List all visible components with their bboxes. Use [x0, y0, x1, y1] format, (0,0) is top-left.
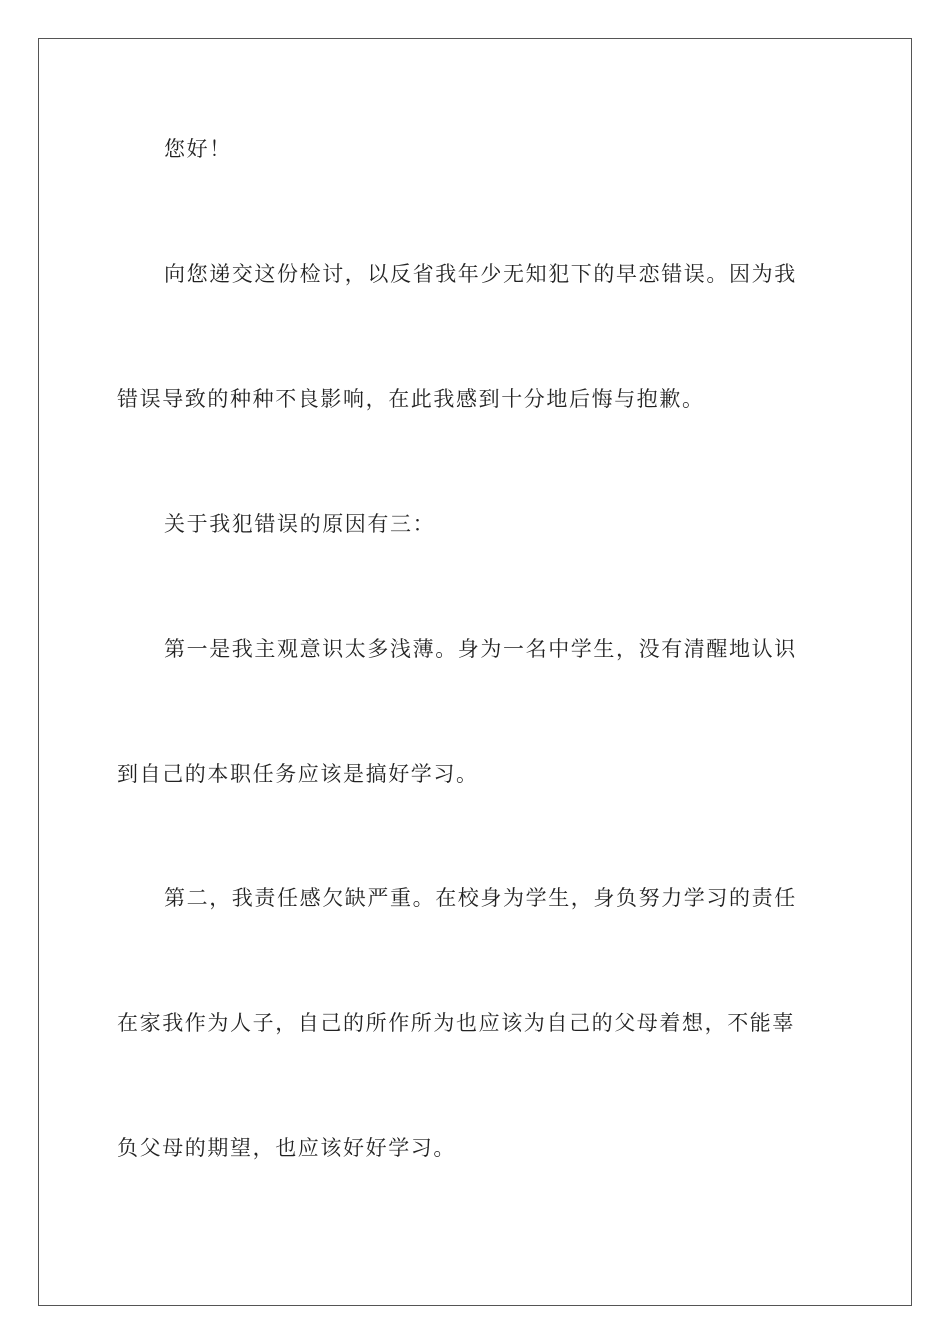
- paragraph-4-line-1: 第二，我责任感欠缺严重。在校身为学生，身负努力学习的责任: [164, 886, 797, 910]
- greeting-line: 您好！: [164, 137, 232, 161]
- page-border: [38, 38, 912, 1306]
- paragraph-1-line-2: 错误导致的种种不良影响，在此我感到十分地后悔与抱歉。: [117, 387, 705, 411]
- paragraph-3-line-2: 到自己的本职任务应该是搞好学习。: [117, 762, 479, 786]
- paragraph-3-line-1: 第一是我主观意识太多浅薄。身为一名中学生，没有清醒地认识: [164, 637, 797, 661]
- paragraph-4-line-3: 负父母的期望，也应该好好学习。: [117, 1136, 456, 1160]
- paragraph-1-line-1: 向您递交这份检讨，以反省我年少无知犯下的早恋错误。因为我: [164, 262, 797, 286]
- paragraph-4-line-2: 在家我作为人子，自己的所作所为也应该为自己的父母着想，不能辜: [117, 1011, 795, 1035]
- paragraph-2-line-1: 关于我犯错误的原因有三：: [164, 512, 436, 536]
